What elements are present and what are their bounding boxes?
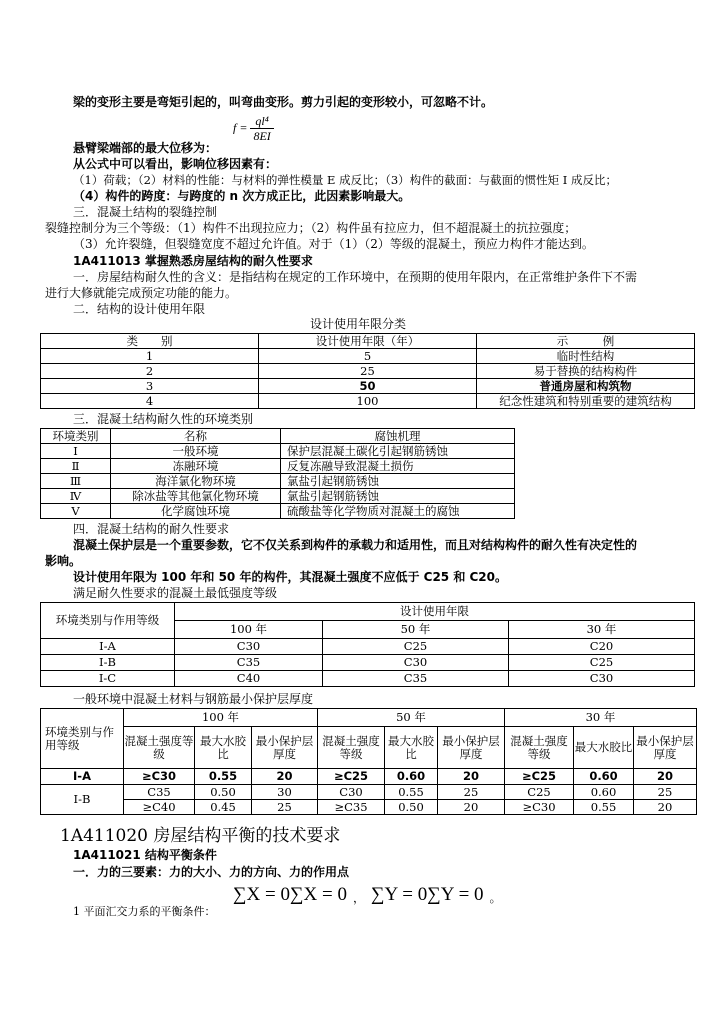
cell: 3 xyxy=(41,379,259,394)
cell: C35 xyxy=(323,671,509,687)
cell: Ⅳ xyxy=(41,489,111,504)
cell: C25 xyxy=(505,785,574,800)
paragraph: 进行大修就能完成预定功能的能力。 xyxy=(45,286,238,300)
cell: 保护层混凝土碳化引起钢筋锈蚀 xyxy=(281,444,515,459)
header-cell: 混凝土强度等级 xyxy=(124,727,195,769)
equilibrium-equations xyxy=(233,884,502,906)
cell: Ⅰ-A xyxy=(41,769,124,785)
header-cell: 50 年 xyxy=(318,709,505,727)
cell: C30 xyxy=(509,671,695,687)
cell: Ⅰ-B xyxy=(41,785,124,815)
paragraph: 裂缝控制分为三个等级：（1）构件不出现拉应力；（2）构件虽有拉应力，但不超混凝土的抗拉强度； xyxy=(45,221,577,235)
cell: 20 xyxy=(634,769,697,785)
table-row xyxy=(41,800,697,815)
header-cell: 腐蚀机理 xyxy=(281,429,515,444)
cell: 0.55 xyxy=(385,785,438,800)
deflection-formula xyxy=(233,114,274,143)
cell: Ⅰ xyxy=(41,444,111,459)
cell: 2 xyxy=(41,364,259,379)
table-caption: 满足耐久性要求的混凝土最低强度等级 xyxy=(73,586,278,600)
header-cell: 环境类别 xyxy=(41,429,111,444)
header-cell: 30 年 xyxy=(509,621,695,639)
cell: C25 xyxy=(323,639,509,655)
cell: 0.50 xyxy=(385,800,438,815)
section-heading: 三．混凝土结构耐久性的环境类别 xyxy=(73,412,254,426)
cell: 0.45 xyxy=(195,800,252,815)
table-row xyxy=(41,671,695,687)
cell: C30 xyxy=(175,639,323,655)
section-heading: 四．混凝土结构的耐久性要求 xyxy=(73,522,230,536)
cell: ≥C35 xyxy=(318,800,385,815)
table-row xyxy=(41,474,515,489)
cell: ≥C25 xyxy=(505,769,574,785)
paragraph: 设计使用年限为 100 年和 50 年的构件，其混凝土强度不应低于 C25 和 C20。 xyxy=(73,570,508,584)
cell: Ⅰ-B xyxy=(41,655,175,671)
cell: 50 xyxy=(259,379,477,394)
paragraph: 梁的变形主要是弯矩引起的，叫弯曲变形。剪力引起的变形较小，可忽略不计。 xyxy=(73,95,494,109)
min-strength-table xyxy=(40,602,695,687)
header-cell: 30 年 xyxy=(505,709,697,727)
service-life-table xyxy=(40,333,695,409)
chapter-heading: 1A411020 房屋结构平衡的技术要求 xyxy=(60,826,341,846)
paragraph: 混凝土保护层是一个重要参数，它不仅关系到构件的承载力和适用性，而且对结构构件的耐久性有决定性的 xyxy=(73,538,638,552)
cell: 反复冻融导致混凝土损伤 xyxy=(281,459,515,474)
period: 。 xyxy=(489,891,502,905)
table-row xyxy=(41,785,697,800)
header-cell: 设计使用年限（年） xyxy=(259,334,477,349)
cell: 0.60 xyxy=(574,785,634,800)
cell: C40 xyxy=(175,671,323,687)
header-cell: 环境类别与作用等级 xyxy=(41,709,124,769)
header-cell: 示 例 xyxy=(477,334,695,349)
cell: 25 xyxy=(252,800,318,815)
header-cell: 环境类别与作用等级 xyxy=(41,603,175,639)
cell: 1 xyxy=(41,349,259,364)
cell: 冻融环境 xyxy=(111,459,281,474)
equilibrium-eq-x: ∑X = 0∑X = 0 xyxy=(233,884,347,905)
cell: 20 xyxy=(438,800,505,815)
cell: 纪念性建筑和特别重要的建筑结构 xyxy=(477,394,695,409)
cell: C20 xyxy=(509,639,695,655)
section-heading: 二．结构的设计使用年限 xyxy=(73,302,206,316)
cell: Ⅴ xyxy=(41,504,111,519)
header-cell: 混凝土强度等级 xyxy=(505,727,574,769)
cover-thickness-table xyxy=(40,708,697,815)
section-heading: 三．混凝土结构的裂缝控制 xyxy=(73,205,218,219)
cell: 5 xyxy=(259,349,477,364)
cell: 25 xyxy=(438,785,505,800)
cell: 氯盐引起钢筋锈蚀 xyxy=(281,474,515,489)
header-cell: 混凝土强度等级 xyxy=(318,727,385,769)
cell: 20 xyxy=(634,800,697,815)
header-cell: 50 年 xyxy=(323,621,509,639)
cell: 硫酸盐等化学物质对混凝土的腐蚀 xyxy=(281,504,515,519)
sub-header-row xyxy=(41,727,697,769)
paragraph: 1 平面汇交力系的平衡条件： xyxy=(73,905,216,918)
cell: 0.60 xyxy=(574,769,634,785)
table-row xyxy=(41,364,695,379)
cell: 0.50 xyxy=(195,785,252,800)
table-row xyxy=(41,379,695,394)
cell: 氯盐引起钢筋锈蚀 xyxy=(281,489,515,504)
cell: Ⅰ-A xyxy=(41,639,175,655)
header-cell: 100 年 xyxy=(124,709,318,727)
header-cell: 最小保护层厚度 xyxy=(438,727,505,769)
table-row xyxy=(41,489,515,504)
environment-class-table xyxy=(40,428,515,519)
header-cell: 100 年 xyxy=(175,621,323,639)
header-cell: 设计使用年限 xyxy=(175,603,695,621)
header-cell: 最小保护层厚度 xyxy=(634,727,697,769)
header-cell: 类 别 xyxy=(41,334,259,349)
cell: 4 xyxy=(41,394,259,409)
table-header-row xyxy=(41,334,695,349)
cell: 25 xyxy=(259,364,477,379)
paragraph: 一．力的三要素：力的大小、力的方向、力的作用点 xyxy=(73,865,350,879)
section-heading: 1A411021 结构平衡条件 xyxy=(73,848,217,862)
cell: 0.55 xyxy=(195,769,252,785)
cell: 30 xyxy=(252,785,318,800)
table-caption: 设计使用年限分类 xyxy=(310,317,407,331)
paragraph: （4）构件的跨度：与跨度的 n 次方成正比，此因素影响最大。 xyxy=(73,189,411,203)
cell: ≥C30 xyxy=(124,769,195,785)
table-row xyxy=(41,394,695,409)
cell: C30 xyxy=(318,785,385,800)
header-cell: 最大水胶比 xyxy=(195,727,252,769)
cell: 100 xyxy=(259,394,477,409)
paragraph: 从公式中可以看出，影响位移因素有： xyxy=(73,157,278,171)
header-cell: 最小保护层厚度 xyxy=(252,727,318,769)
paragraph: （1）荷载；（2）材料的性能：与材料的弹性模量 E 成反比；（3）构件的截面：与截面的惯性矩 I 成反比； xyxy=(73,173,618,187)
table-header-row xyxy=(41,429,515,444)
table-caption: 一般环境中混凝土材料与钢筋最小保护层厚度 xyxy=(73,692,314,706)
cell: C30 xyxy=(323,655,509,671)
cell: Ⅱ xyxy=(41,459,111,474)
cell: 20 xyxy=(438,769,505,785)
cell: C35 xyxy=(124,785,195,800)
cell: 除冰盐等其他氯化物环境 xyxy=(111,489,281,504)
cell: 海洋氯化物环境 xyxy=(111,474,281,489)
table-row xyxy=(41,769,697,785)
paragraph: （3）允许裂缝，但裂缝宽度不超过允许值。对于（1）（2）等级的混凝土，预应力构件才能达到。 xyxy=(73,237,594,251)
cell: ≥C40 xyxy=(124,800,195,815)
section-heading: 1A411013 掌握熟悉房屋结构的耐久性要求 xyxy=(73,254,313,268)
table-row xyxy=(41,349,695,364)
paragraph: 悬臂梁端部的最大位移为： xyxy=(73,141,218,155)
cell: 易于替换的结构构件 xyxy=(477,364,695,379)
cell: 临时性结构 xyxy=(477,349,695,364)
table-row xyxy=(41,639,695,655)
formula-lhs: f = xyxy=(233,120,248,135)
cell: ≥C25 xyxy=(318,769,385,785)
cell: 普通房屋和构筑物 xyxy=(477,379,695,394)
header-cell: 名称 xyxy=(111,429,281,444)
table-row xyxy=(41,504,515,519)
equilibrium-eq-y: ∑Y = 0∑Y = 0 xyxy=(370,884,484,905)
cell: 0.55 xyxy=(574,800,634,815)
formula-denominator: 8EI xyxy=(253,129,271,143)
paragraph: 影响。 xyxy=(45,554,82,568)
cell: 25 xyxy=(634,785,697,800)
comma: ， xyxy=(352,891,365,905)
formula-numerator: ql⁴ xyxy=(250,114,273,129)
header-cell: 最大水胶比 xyxy=(574,727,634,769)
table-row xyxy=(41,459,515,474)
cell: C25 xyxy=(509,655,695,671)
cell: C35 xyxy=(175,655,323,671)
cell: ≥C30 xyxy=(505,800,574,815)
table-row xyxy=(41,444,515,459)
cell: Ⅲ xyxy=(41,474,111,489)
table-row xyxy=(41,655,695,671)
cell: 0.60 xyxy=(385,769,438,785)
paragraph: 一．房屋结构耐久性的含义：是指结构在规定的工作环境中，在预期的使用年限内，在正常维护条件下不需 xyxy=(73,270,638,284)
header-cell: 最大水胶比 xyxy=(385,727,438,769)
cell: 一般环境 xyxy=(111,444,281,459)
cell: Ⅰ-C xyxy=(41,671,175,687)
cell: 20 xyxy=(252,769,318,785)
cell: 化学腐蚀环境 xyxy=(111,504,281,519)
